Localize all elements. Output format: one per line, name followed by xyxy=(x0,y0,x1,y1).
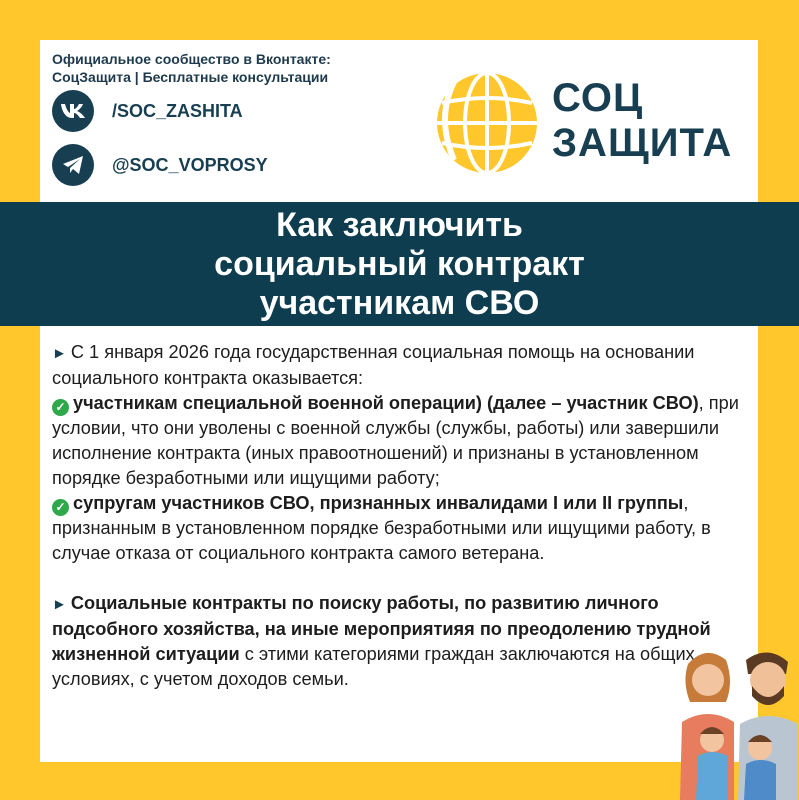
logo-line2: ЗАЩИТА xyxy=(552,121,733,165)
paragraph-contracts xyxy=(52,591,752,692)
globe-icon xyxy=(432,68,542,178)
list-item xyxy=(52,491,752,566)
item2-bold: супругам участников СВО, признанных инвалидами I или II группы xyxy=(73,493,684,513)
item2-text: , признанным в установленном порядке безработными или ищущими работу, в случае отказа от социального контракта самого ветерана. xyxy=(52,493,711,563)
community-label xyxy=(52,50,432,86)
logo-line1: СОЦ xyxy=(552,76,644,120)
arrow-icon: ► xyxy=(52,345,67,362)
community-label-line2: СоцЗащита | Бесплатные консультации xyxy=(52,69,329,85)
content-card xyxy=(40,326,758,762)
item1-bold: участникам специальной военной операции) (далее – участник СВО) xyxy=(73,393,699,413)
check-icon: ✓ xyxy=(52,399,69,416)
family-illustration xyxy=(676,642,799,800)
vk-link[interactable] xyxy=(52,90,243,132)
content-text xyxy=(52,340,752,692)
intro-text: С 1 января 2026 года государственная социальная помощь на основании социального контракта оказывается: xyxy=(52,342,695,388)
item1-text: , при условии, что они уволены с военной службы (службы, работы) или завершили исполнение контракта (иных правоотношений) и признаны в установленном порядке безработными или ищущими работу; xyxy=(52,393,739,488)
check-icon: ✓ xyxy=(52,499,69,516)
contracts-bold: Социальные контракты по поиску работы, по развитию личного подсобного хозяйства, на иные мероприятияя по преодолению трудной жизненной ситуации xyxy=(52,593,711,664)
community-label-line1: Официальное сообщество в Вконтакте: xyxy=(52,51,331,67)
telegram-link[interactable] xyxy=(52,144,268,186)
list-item xyxy=(52,391,752,491)
paragraph-intro xyxy=(52,340,752,391)
title-band xyxy=(0,202,799,326)
page-title: Как заключить социальный контракт участникам СВО xyxy=(214,205,585,322)
vk-icon xyxy=(52,90,94,132)
logo-text xyxy=(552,76,732,166)
header-card xyxy=(40,40,758,202)
arrow-icon: ► xyxy=(52,596,67,613)
contracts-text: с этими категориями граждан заключаются на общих условиях, с учетом доходов семьи. xyxy=(52,644,695,689)
telegram-handle[interactable]: @SOC_VOPROSY xyxy=(112,154,268,175)
vk-handle[interactable]: /SOC_ZASHITA xyxy=(112,100,243,121)
telegram-icon xyxy=(52,144,94,186)
spacer xyxy=(52,566,752,591)
